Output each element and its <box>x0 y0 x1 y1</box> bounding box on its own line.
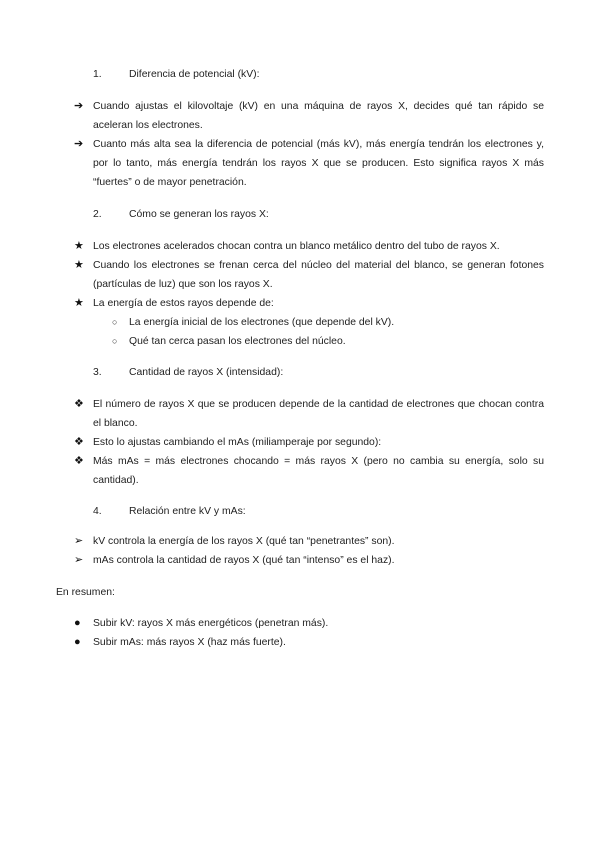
section-3-number: 3. <box>93 367 102 378</box>
summary-item <box>74 614 544 633</box>
section-2-title: Cómo se generan los rayos X: <box>129 209 269 220</box>
list-item <box>74 433 544 452</box>
section-1-heading <box>93 69 260 80</box>
section-1-title: Diferencia de potencial (kV): <box>129 69 260 80</box>
sub-list-item <box>112 332 532 351</box>
section-1-number: 1. <box>93 69 102 80</box>
arrowhead-icon: ➢ <box>74 535 84 547</box>
list-item <box>74 452 544 490</box>
list-item <box>74 532 544 551</box>
list-item-text: Esto lo ajustas cambiando el mAs (miliamperaje por segundo): <box>93 437 382 448</box>
section-2-heading <box>93 209 269 220</box>
list-item <box>74 551 544 570</box>
summary-item-text: Subir kV: rayos X más energéticos (penetran más). <box>93 618 329 629</box>
list-item <box>74 256 544 294</box>
diamond-icon: ❖ <box>74 398 84 410</box>
list-item <box>74 395 544 433</box>
arrow-icon: ➔ <box>74 138 84 150</box>
circle-icon: ○ <box>112 336 118 346</box>
arrowhead-icon: ➢ <box>74 554 84 566</box>
section-3-heading <box>93 367 283 378</box>
circle-icon: ○ <box>112 317 118 327</box>
star-icon: ★ <box>74 297 84 309</box>
summary-item <box>74 633 544 652</box>
list-item-text: mAs controla la cantidad de rayos X (qué tan “intenso” es el haz). <box>93 555 395 566</box>
summary-title: En resumen: <box>56 587 115 598</box>
star-icon: ★ <box>74 259 84 271</box>
summary-item-text: Subir mAs: más rayos X (haz más fuerte). <box>93 637 286 648</box>
section-2-number: 2. <box>93 209 102 220</box>
section-4-heading <box>93 506 246 517</box>
section-3-title: Cantidad de rayos X (intensidad): <box>129 367 284 378</box>
bullet-icon: ● <box>74 636 81 648</box>
bullet-icon: ● <box>74 617 81 629</box>
sub-list-item-text: La energía inicial de los electrones (que depende del kV). <box>129 317 395 328</box>
section-4-number: 4. <box>93 506 102 517</box>
list-item-text: Los electrones acelerados chocan contra un blanco metálico dentro del tubo de rayos X. <box>93 241 500 252</box>
arrow-icon: ➔ <box>74 100 84 112</box>
list-item-text: Cuando los electrones se frenan cerca del núcleo del material del blanco, se generan fotones (partículas de luz) que son los rayos X. <box>93 260 544 290</box>
list-item <box>74 97 544 135</box>
section-4-title: Relación entre kV y mAs: <box>129 506 246 517</box>
list-item <box>74 294 544 313</box>
sub-list-item <box>112 313 532 332</box>
diamond-icon: ❖ <box>74 455 84 467</box>
list-item-text: kV controla la energía de los rayos X (qué tan “penetrantes” son). <box>93 536 395 547</box>
list-item <box>74 237 544 256</box>
list-item-text: Más mAs = más electrones chocando = más rayos X (pero no cambia su energía, solo su cantidad). <box>93 456 544 486</box>
star-icon: ★ <box>74 240 84 252</box>
list-item <box>74 135 544 192</box>
list-item-text: La energía de estos rayos depende de: <box>93 298 274 309</box>
sub-list-item-text: Qué tan cerca pasan los electrones del núcleo. <box>129 336 346 347</box>
list-item-text: Cuanto más alta sea la diferencia de potencial (más kV), más energía tendrán los electrones y, por lo tanto, más energía tendrán los rayos X que se producen. Esto significa rayos X más “fuertes” o de mayor penetración. <box>93 139 544 188</box>
list-item-text: Cuando ajustas el kilovoltaje (kV) en una máquina de rayos X, decides qué tan rápido se aceleran los electrones. <box>93 101 544 131</box>
list-item-text: El número de rayos X que se producen depende de la cantidad de electrones que chocan contra el blanco. <box>93 399 544 429</box>
diamond-icon: ❖ <box>74 436 84 448</box>
